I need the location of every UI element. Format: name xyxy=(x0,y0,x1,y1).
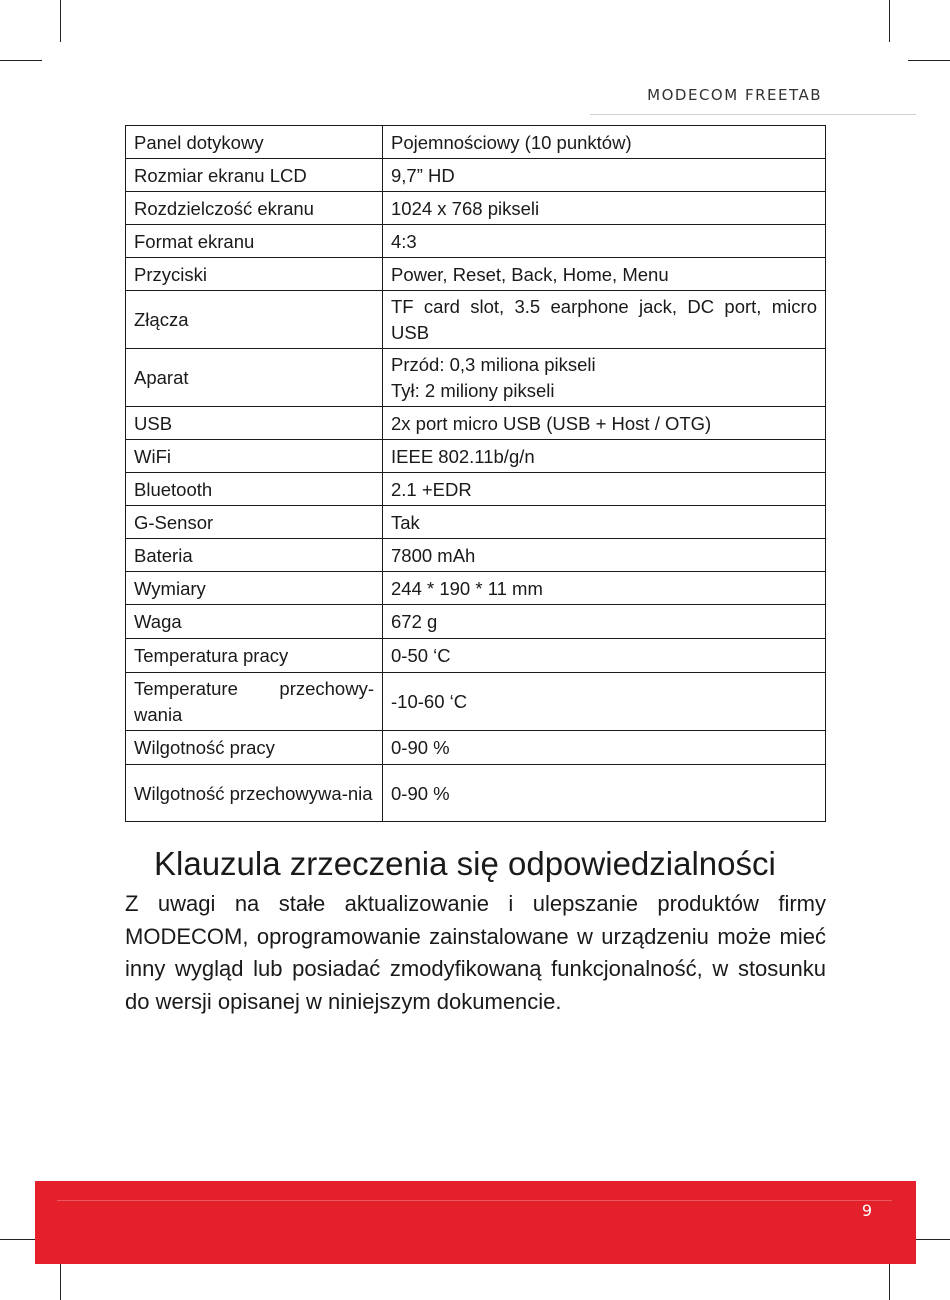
spec-value: 2.1 +EDR xyxy=(383,473,826,506)
spec-value: 0-90 % xyxy=(383,731,826,765)
spec-label: Rozmiar ekranu LCD xyxy=(126,159,383,192)
spec-value: 672 g xyxy=(383,605,826,639)
crop-mark-bottom-right xyxy=(889,1258,890,1300)
spec-value: 0-90 % xyxy=(383,765,826,822)
spec-label: Złącza xyxy=(126,291,383,349)
spec-value: Pojemnościowy (10 punktów) xyxy=(383,126,826,159)
header-rule xyxy=(590,114,916,115)
spec-label: Temperatura pracy xyxy=(126,639,383,673)
crop-mark-top-right-h xyxy=(908,60,950,61)
spec-label: Temperature przechowy-wania xyxy=(126,673,383,731)
crop-mark-bottom-left xyxy=(60,1258,61,1300)
table-row xyxy=(126,159,826,192)
footer-inner-rule xyxy=(57,1200,892,1254)
page-number: 9 xyxy=(861,1201,873,1220)
table-row xyxy=(126,639,826,673)
crop-mark-top-left-h xyxy=(0,60,42,61)
spec-label: USB xyxy=(126,407,383,440)
spec-label: G-Sensor xyxy=(126,506,383,539)
spec-value: Tak xyxy=(383,506,826,539)
table-row xyxy=(126,765,826,822)
spec-value: 244 * 190 * 11 mm xyxy=(383,572,826,605)
spec-label: Wymiary xyxy=(126,572,383,605)
spec-value: TF card slot, 3.5 earphone jack, DC port, micro USB xyxy=(383,291,826,349)
spec-value: 0-50 ‘C xyxy=(383,639,826,673)
table-row xyxy=(126,291,826,349)
spec-label: Aparat xyxy=(126,349,383,407)
spec-label: Format ekranu xyxy=(126,225,383,258)
spec-label: WiFi xyxy=(126,440,383,473)
table-row xyxy=(126,539,826,572)
spec-value xyxy=(383,349,826,407)
spec-value: 7800 mAh xyxy=(383,539,826,572)
table-row xyxy=(126,506,826,539)
spec-value: Power, Reset, Back, Home, Menu xyxy=(383,258,826,291)
crop-mark-top-right xyxy=(889,0,890,42)
disclaimer-body: Z uwagi na stałe aktualizowanie i ulepszanie produktów firmy MODECOM, oprogramowanie zainstalowane w urządzeniu może mieć inny wygląd lub posiadać zmodyfikowaną funkcjonalność, w stosunku do wersji opisanej w niniejszym dokumencie. xyxy=(125,891,826,1014)
table-row xyxy=(126,126,826,159)
spec-label: Wilgotność przechowywa-nia xyxy=(126,765,383,822)
spec-value: 4:3 xyxy=(383,225,826,258)
table-row xyxy=(126,440,826,473)
spec-table xyxy=(125,125,826,822)
disclaimer-title: Klauzula zrzeczenia się odpowiedzialności xyxy=(154,845,776,882)
table-row xyxy=(126,192,826,225)
spec-value: -10-60 ‘C xyxy=(383,673,826,731)
spec-label: Bateria xyxy=(126,539,383,572)
spec-label: Panel dotykowy xyxy=(126,126,383,159)
spec-value: 2x port micro USB (USB + Host / OTG) xyxy=(383,407,826,440)
table-row xyxy=(126,407,826,440)
spec-value: IEEE 802.11b/g/n xyxy=(383,440,826,473)
spec-label: Rozdzielczość ekranu xyxy=(126,192,383,225)
table-row xyxy=(126,572,826,605)
table-row xyxy=(126,258,826,291)
table-row xyxy=(126,225,826,258)
spec-value-line: Przód: 0,3 miliona pikseli xyxy=(391,354,596,375)
table-row xyxy=(126,473,826,506)
spec-label: Przyciski xyxy=(126,258,383,291)
spec-value-line: Tył: 2 miliony pikseli xyxy=(391,380,555,401)
spec-value: 1024 x 768 pikseli xyxy=(383,192,826,225)
spec-label: Waga xyxy=(126,605,383,639)
table-row xyxy=(126,605,826,639)
spec-label: Bluetooth xyxy=(126,473,383,506)
page-header-title: MODECOM FREETAB xyxy=(647,86,822,104)
spec-label: Wilgotność pracy xyxy=(126,731,383,765)
table-row xyxy=(126,349,826,407)
crop-mark-top-left xyxy=(60,0,61,42)
table-row xyxy=(126,731,826,765)
table-row xyxy=(126,673,826,731)
spec-value: 9,7” HD xyxy=(383,159,826,192)
